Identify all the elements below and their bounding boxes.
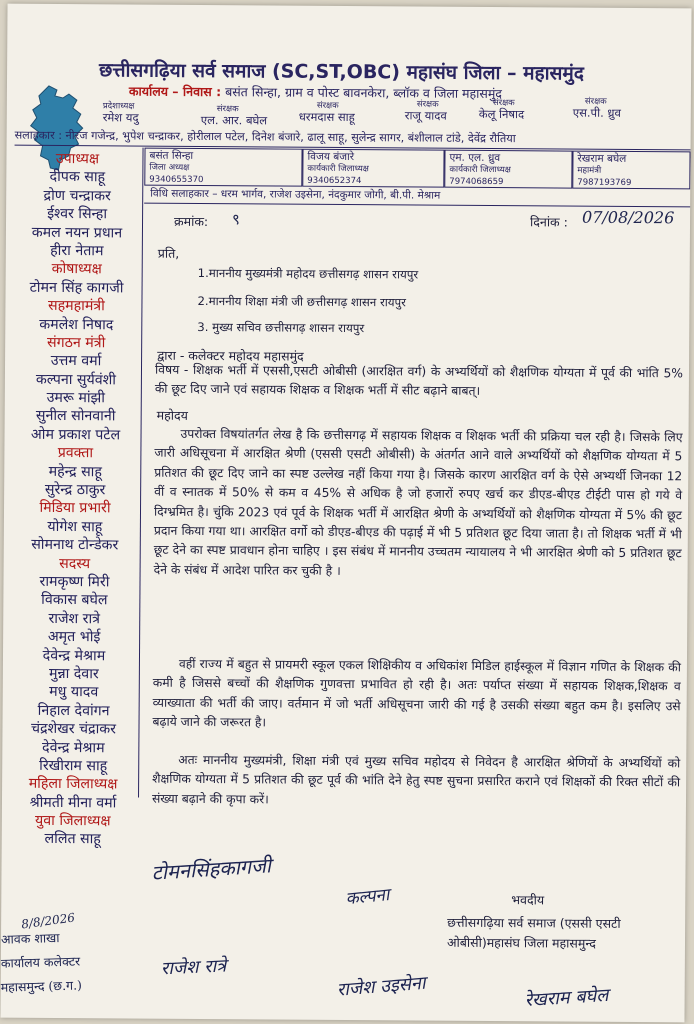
sidebar-member: अमृत भोई xyxy=(47,629,101,646)
sidebar-member: चंद्रशेखर चंद्राकर xyxy=(30,720,117,738)
sidebar-member: उत्तम वर्मा xyxy=(50,353,102,370)
signatory-org: छत्तीसगढ़िया सर्व समाज (एससी एसटी ओबीसी)महासंघ जिला महासमुन्द xyxy=(446,914,621,951)
official-name: एल. आर. बघेल xyxy=(200,112,268,128)
district-official-role: कार्यकारी जिलाध्यक्ष xyxy=(449,164,511,176)
signature: राजेश उइसेना xyxy=(336,972,427,1001)
recipient: 2.माननीय शिक्षा मंत्री जी छत्तीसगढ़ शासन रायपुर xyxy=(197,293,407,310)
district-official-role: कार्यकारी जिलाध्यक्ष xyxy=(307,163,369,175)
sidebar-member: हीरा नेताम xyxy=(50,242,104,260)
sidebar-member: महेन्द्र साहू xyxy=(48,463,102,480)
district-official-role: महामंत्री xyxy=(577,165,602,176)
district-official-box xyxy=(144,148,302,187)
sidebar-member: श्रीमती मीना वर्मा xyxy=(29,794,117,812)
district-official-phone: 9340652374 xyxy=(307,175,362,187)
signature: कल्पना xyxy=(344,885,391,910)
sidebar-heading: सदस्य xyxy=(59,555,91,572)
sidebar-member: ओम प्रकाश पटेल xyxy=(30,426,121,444)
official-name: धरमदास साहू xyxy=(298,109,355,125)
sidebar-member: कल्पना सुर्यवंशी xyxy=(35,371,117,389)
official-name: रमेश यदु xyxy=(102,110,139,125)
receipt-office: कार्यालय कलेक्टर xyxy=(0,953,81,971)
official-role: संरक्षक xyxy=(492,98,515,109)
official-role: संरक्षक xyxy=(416,99,439,110)
office-label: कार्यालय – निवास : xyxy=(128,83,222,100)
official-name: केलू निषाद xyxy=(478,106,525,122)
receipt-label: आवक शाखा xyxy=(0,930,60,947)
sidebar-member: विकास बघेल xyxy=(41,592,108,609)
via-line: द्वारा - कलेक्टर महोदय महासमुंद xyxy=(157,347,304,364)
signature: टोमनसिंहकागजी xyxy=(150,853,272,885)
letter-sheet xyxy=(0,4,691,1023)
organization-title: छत्तीसगढ़िया सर्व समाज (SC,ST,OBC) महासंघ जिला – महासमुंद xyxy=(99,59,584,85)
district-official-box xyxy=(572,151,690,190)
recipient: 3. मुख्य सचिव छत्तीसगढ़ शासन रायपुर xyxy=(197,319,365,336)
sidebar-heading: कोषाध्यक्ष xyxy=(51,261,102,278)
sidebar-member: रिखीराम साहू xyxy=(39,757,108,775)
receipt-date: 8/8/2026 xyxy=(20,910,76,932)
sidebar-member: सुनील सोनवानी xyxy=(35,408,116,425)
sidebar-member: दीपक साहू xyxy=(49,169,106,186)
sidebar-heading: युवा जिलाध्यक्ष xyxy=(35,812,111,830)
district-official-box xyxy=(302,149,444,188)
official-role: संरक्षक xyxy=(584,96,607,107)
sidebar-member: मुन्ना देवार xyxy=(48,665,99,683)
sidebar-member: मधु यादव xyxy=(49,684,99,701)
sidebar-member: योगेश साहू xyxy=(47,518,103,536)
sidebar-member: ईश्वर सिन्हा xyxy=(47,206,108,223)
sidebar-member: देवेन्द्र मेश्राम xyxy=(42,647,106,664)
sidebar-member: कमलेश निषाद xyxy=(39,316,114,333)
office-address-text: बसंत सिन्हा, ग्राम व पोस्ट बावनकेरा, ब्लॉक व जिला महासमुंद xyxy=(225,84,503,102)
date-value: 07/08/2026 xyxy=(582,207,675,228)
recipient: 1.माननीय मुख्यमंत्री महोदय छत्तीसगढ़ शासन रायपुर xyxy=(197,265,419,282)
paragraph-2: वहीं राज्य में बहुत से प्रायमरी स्कूल एकल शिक्षिकीय व अधिकांश मिडिल हाईस्कूल में विज्ञान गणित के शिक्षक की कमी है जिससे बच्चों की शैक्षणिक गुणवत्ता प्रभावित हो रही है। अतः पर्याप्त संख्या में सहायक शिक्षक,शिक्षक व व्याख्याता की भर्ती की जाए। वर्तमान में जो भर्ती अधिसूचना जारी की गई है उसकी संख्या बहुत कम है। इसलिए उसे बढ़ाये जाने की जरूरत है। xyxy=(152,656,681,730)
sidebar-heading: प्रवक्ता xyxy=(57,445,94,462)
sidebar-member: सुरेन्द्र ठाकुर xyxy=(44,481,106,499)
office-address xyxy=(129,82,502,102)
sidebar-member: राजेश रात्रे xyxy=(48,610,101,628)
official-name: एस.पी. ध्रुव xyxy=(572,105,621,120)
sidebar-members xyxy=(6,150,145,850)
sidebar-heading: संगठन मंत्री xyxy=(47,334,106,352)
sidebar-member: कमल नयन प्रधान xyxy=(31,224,123,241)
sidebar-heading: उपाध्यक्ष xyxy=(55,150,100,168)
legal-advisors-line: विधि सलाहकार – धरम भार्गव, राजेश उइसेना, नंदकुमार जोगी, बी.पी. मेश्राम xyxy=(144,187,691,208)
advisors-line: सलाहकार : नीरज गजेन्द्र, भुपेश चन्द्राकर, होरीलाल पटेल, दिनेश बंजारे, ढालू साहू, सुलेन्द्र सागर, बंशीलाल टांडे, देवेंद्र रौतिया xyxy=(15,128,691,151)
paragraph-1: उपरोक्त विषयांतर्गत लेख है कि छत्तीसगढ़ में सहायक शिक्षक व शिक्षक भर्ती की प्रक्रिया चल रही है। जिसके लिए जारी अधिसूचना में आरक्षित श्रेणी (एससी एसटी ओबीसी) के अंतर्गत आने वाले अभ्यर्थियों को शैक्षणिक योग्यता में 5 प्रतिशत की छूट दिए जाने का स्पष्ट उल्लेख नहीं किया गया है। जिसके कारण आरक्षित वर्ग के ऐसे अभ्यर्थी जिनका 12 वीं व स्नातक में 50% से कम व 45% से अधिक है जो हजारों रुपए खर्च कर डीएड-बीएड टीईटी पास हो गये वे दिग्भ्रमित है। चुंकि 2023 एवं पूर्व के शिक्षक भर्ती में आरक्षित श्रेणी के अभ्यर्थियों को शैक्षणिक योग्यता में 5% की छूट प्रदान किया गया था। आरक्षित वर्गो को डीएड-बीएड की पढ़ाई में भी 5 प्रतिशत छूट दिया जाता है। तो शिक्षक भर्ती में भी छूट देने का स्पष्ट प्रावधान होना चाहिए । इस संबंध में माननीय उच्चतम न्यायालय ने भी आरक्षित श्रेणी को 5 प्रतिशत छूट देने के संबंध में आदेश पारित कर चुकी है । xyxy=(153,426,683,578)
official-role: संरक्षक xyxy=(216,104,239,115)
receipt-stamp xyxy=(1,926,121,999)
official-role: संरक्षक xyxy=(316,100,339,111)
sidebar-member: ललित साहू xyxy=(44,831,101,848)
ref-number: ९ xyxy=(231,210,240,229)
closing: भवदीय xyxy=(511,892,545,908)
district-official-role: जिला अध्यक्ष xyxy=(149,162,190,173)
sidebar-member: सोमनाथ टोन्डेकर xyxy=(31,537,119,554)
district-official-name: बसंत सिन्हा xyxy=(149,149,194,162)
official-role: प्रदेशाध्यक्ष xyxy=(102,101,135,112)
official-name: राजू यादव xyxy=(404,108,447,123)
signature: राजेश रात्रे xyxy=(160,955,227,980)
signature: रेखराम बघेल xyxy=(524,984,609,1012)
district-official-name: विजय बंजारे xyxy=(307,150,355,164)
receipt-place: महासमुन्द (छ.ग.) xyxy=(0,977,83,995)
sidebar-member: उमरू मांझी xyxy=(46,389,106,407)
sidebar-member: रामकृष्ण मिरी xyxy=(39,573,110,591)
date-label: दिनांक : xyxy=(529,214,568,230)
salutation: महोदय xyxy=(156,407,188,423)
sidebar-heading: मिडिया प्रभारी xyxy=(39,500,111,517)
district-official-phone: 9340655370 xyxy=(149,174,204,185)
sidebar-member: टोमन सिंह कागजी xyxy=(29,279,124,297)
district-official-box xyxy=(444,150,572,189)
district-official-name: एम. एल. ध्रुव xyxy=(449,151,501,165)
paragraph-3: अतः माननीय मुख्यमंत्री, शिक्षा मंत्री एवं मुख्य सचिव महोदय से निवेदन है आरक्षित श्रेणियों के अभ्यर्थियों को शैक्षणिक योग्यता में 5 प्रतिशत की छूट पूर्व की भांति देने हेतु स्पष्ट सुचना प्रसारित कराने एवं शिक्षकों की रिक्त सीटों की संख्या बढ़ाने की कृपा करें। xyxy=(151,752,681,807)
sidebar-member: द्रोण चन्द्राकर xyxy=(43,187,111,205)
subject: विषय - शिक्षक भर्ती में एससी,एसटी ओबीसी (आरक्षित वर्ग) के अभ्यर्थियों को शैक्षणिक योग्यता में पूर्व की भांति 5% की छूट दिए जाने एवं सहायक शिक्षक व शिक्षक भर्ती में सीट बढ़ाने बाबत्। xyxy=(154,362,684,399)
sidebar-heading: सहमहामंत्री xyxy=(47,298,105,315)
district-official-phone: 7974068659 xyxy=(449,176,504,188)
district-official-phone: 7987193769 xyxy=(577,177,632,188)
sidebar-heading: महिला जिलाध्यक्ष xyxy=(28,776,118,793)
sidebar-member: निहाल देवांगन xyxy=(37,702,110,720)
ref-label: क्रमांक: xyxy=(173,213,209,230)
district-official-name: रेखराम बघेल xyxy=(577,152,627,165)
sidebar-member: देवेन्द्र मेश्राम xyxy=(42,739,105,756)
to-label: प्रति, xyxy=(157,245,180,261)
